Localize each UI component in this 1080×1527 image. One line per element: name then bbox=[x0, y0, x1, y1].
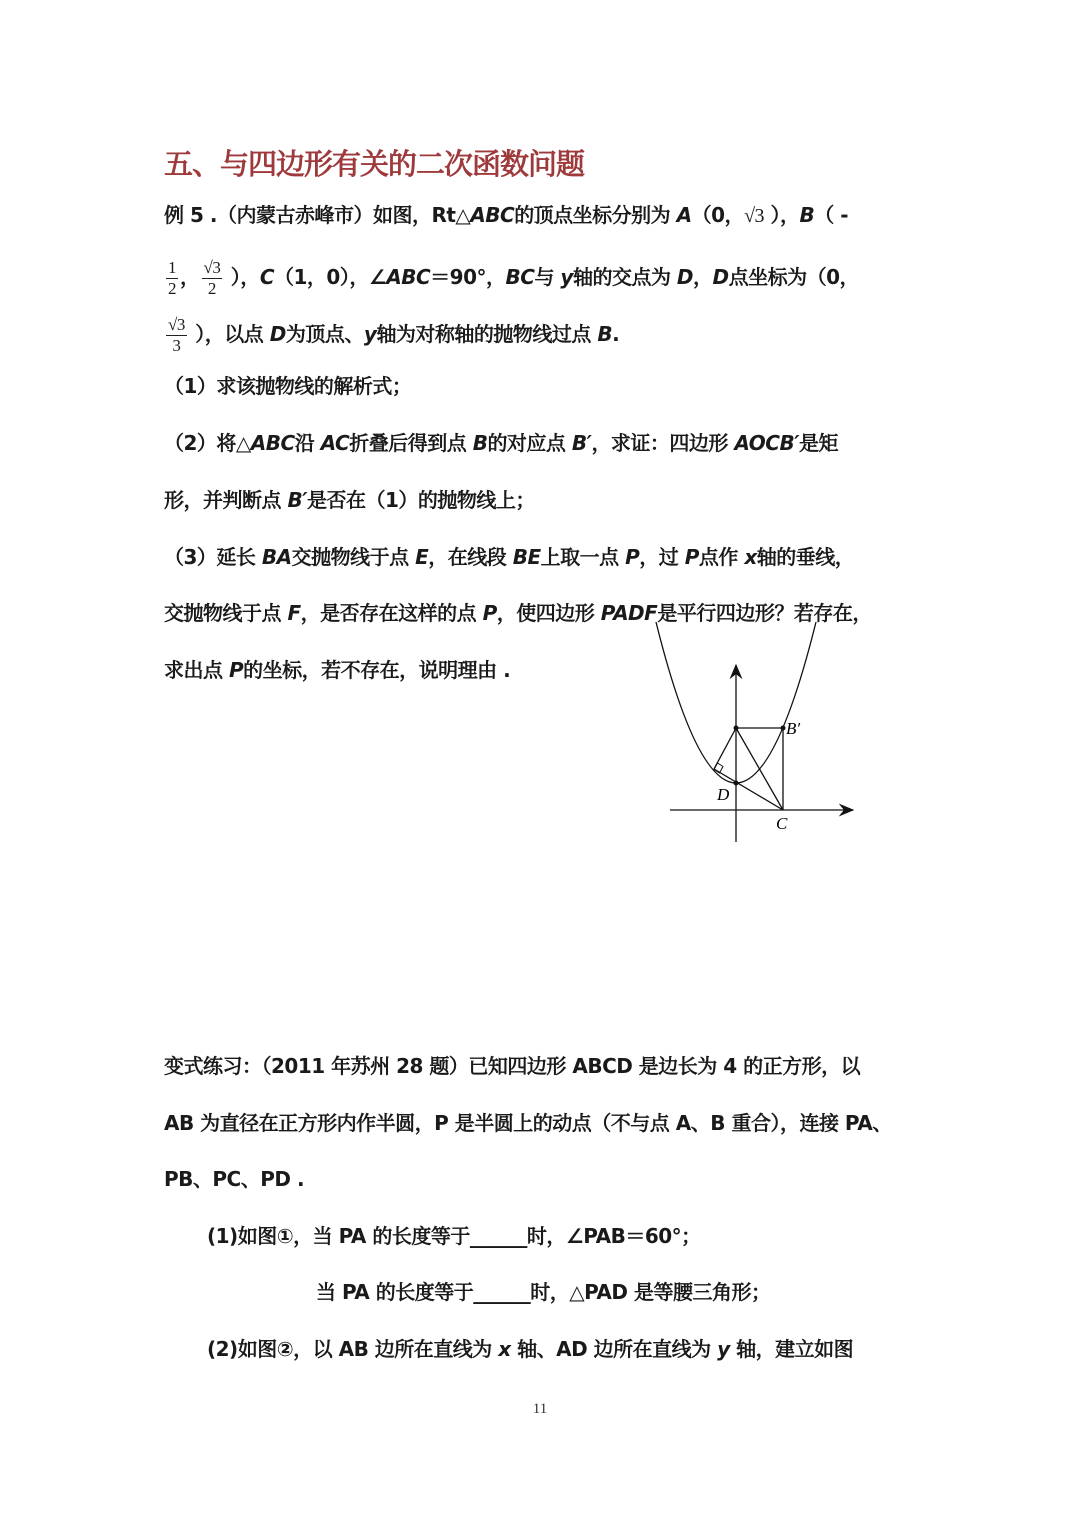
text-segment: A bbox=[676, 203, 692, 227]
text-segment: （0， bbox=[691, 203, 745, 227]
label-d: D bbox=[717, 785, 730, 804]
label-b-prime: B′ bbox=[786, 719, 801, 738]
text-segment: 轴为对称轴的抛物线过点 bbox=[376, 322, 598, 346]
text-segment: 点作 bbox=[698, 545, 745, 569]
denominator: 2 bbox=[168, 279, 176, 298]
text-segment: D bbox=[712, 265, 729, 289]
text-segment: P bbox=[228, 658, 244, 682]
text-segment: B bbox=[472, 431, 488, 455]
text-segment: （3）延长 bbox=[164, 545, 262, 569]
text-segment: AB 为直径在正方形内作半圆，P 是半圆上的动点（不与点 A、B 重合），连接 PA、 bbox=[164, 1111, 892, 1135]
text-segment: 求出点 bbox=[164, 658, 229, 682]
text-segment: E bbox=[415, 545, 429, 569]
text-segment: x bbox=[498, 1337, 511, 1361]
text-segment: 轴的交点为 bbox=[572, 265, 677, 289]
text-segment: D bbox=[676, 265, 694, 289]
numerator: 1 bbox=[168, 258, 176, 277]
text-segment: 为顶点、 bbox=[285, 322, 364, 346]
text-segment: BE bbox=[512, 545, 541, 569]
text-segment: ABC bbox=[386, 265, 431, 289]
text-segment: 交抛物线于点 bbox=[291, 545, 416, 569]
text-segment: ，求证：四边形 bbox=[591, 431, 735, 455]
text-segment: F bbox=[287, 601, 301, 625]
text-segment: ， bbox=[693, 265, 713, 289]
text-segment: y bbox=[560, 265, 573, 289]
text-segment: B′ bbox=[287, 488, 307, 512]
text-segment: AC bbox=[320, 431, 350, 455]
text-segment: （1，0），∠ bbox=[274, 265, 387, 289]
text-segment: PADF bbox=[600, 601, 658, 625]
text-segment: （2）将△ bbox=[164, 431, 251, 455]
text-segment: ，使四边形 bbox=[496, 601, 601, 625]
text-segment: 沿 bbox=[294, 431, 321, 455]
text-segment: 轴的垂线， bbox=[756, 545, 855, 569]
numerator: √3 bbox=[168, 315, 185, 334]
text-segment: ，过 bbox=[639, 545, 685, 569]
text-segment: . bbox=[612, 322, 620, 346]
text-segment: BA bbox=[261, 545, 292, 569]
text-segment: 变式练习：（2011 年苏州 28 题）已知四边形 ABCD 是边长为 4 的正方形，以 bbox=[164, 1054, 861, 1078]
text-segment: x bbox=[744, 545, 757, 569]
text-segment: 的对应点 bbox=[487, 431, 572, 455]
text-segment: ABC bbox=[250, 431, 295, 455]
point-b-prime bbox=[781, 726, 786, 731]
text-segment: PB、PC、PD . bbox=[164, 1167, 305, 1191]
text-segment: ＝90°， bbox=[430, 265, 506, 289]
text-segment: （1）求该抛物线的解析式； bbox=[164, 374, 412, 398]
text-segment: 形，并判断点 bbox=[164, 488, 288, 512]
text-segment: 的顶点坐标分别为 bbox=[514, 203, 677, 227]
text-segment: √3 bbox=[744, 205, 765, 227]
text-segment: 点坐标为（0， bbox=[728, 265, 860, 289]
text-segment: 当 PA 的长度等于______时，△PAD 是等腰三角形； bbox=[316, 1280, 771, 1304]
page-number: 11 bbox=[532, 1401, 548, 1417]
text-segment: ABC bbox=[470, 203, 515, 227]
text-segment: B bbox=[597, 322, 613, 346]
text-segment: P bbox=[684, 545, 699, 569]
denominator: 2 bbox=[207, 279, 216, 298]
text-segment: ），以点 bbox=[188, 322, 270, 346]
text-segment: 例 5 .（内蒙古赤峰市）如图，Rt△ bbox=[164, 203, 471, 227]
segment-ac bbox=[736, 728, 783, 810]
numerator: √3 bbox=[203, 258, 221, 277]
section-title: 五、与四边形有关的二次函数问题 bbox=[164, 147, 585, 181]
text-segment: 折叠后得到点 bbox=[349, 431, 473, 455]
text-segment: 轴、AD 边所在直线为 bbox=[510, 1337, 718, 1361]
text-segment: (1)如图①，当 PA 的长度等于______时，∠PAB＝60°； bbox=[207, 1224, 701, 1248]
text-segment: P bbox=[482, 601, 497, 625]
text-segment: ，在线段 bbox=[428, 545, 513, 569]
point-d bbox=[734, 781, 739, 786]
text-segment: ， bbox=[180, 265, 200, 289]
denominator: 3 bbox=[172, 336, 181, 355]
text-segment: 的坐标，若不存在，说明理由 . bbox=[243, 658, 511, 682]
text-segment: D bbox=[269, 322, 286, 346]
text-segment: ）， bbox=[764, 203, 800, 227]
text-segment: 与 bbox=[534, 265, 561, 289]
text-segment: ，是否存在这样的点 bbox=[300, 601, 483, 625]
text-segment: 轴，建立如图 bbox=[729, 1337, 854, 1361]
text-segment: 是矩 bbox=[798, 431, 838, 455]
text-segment: （ - bbox=[814, 203, 849, 227]
text-segment: y bbox=[717, 1337, 730, 1361]
text-segment: B′ bbox=[571, 431, 592, 455]
text-segment: C bbox=[259, 265, 274, 289]
text-segment: y bbox=[363, 322, 377, 346]
text-segment: (2)如图②，以 AB 边所在直线为 bbox=[207, 1337, 499, 1361]
text-segment: BC bbox=[505, 265, 535, 289]
text-segment: 是否在（1）的抛物线上； bbox=[307, 488, 535, 512]
text-segment: ）， bbox=[224, 265, 260, 289]
text-segment: 是平行四边形？若存在， bbox=[657, 601, 872, 625]
text-segment: P bbox=[625, 545, 640, 569]
text-segment: 交抛物线于点 bbox=[164, 601, 288, 625]
text-segment: 上取一点 bbox=[540, 545, 626, 569]
label-c: C bbox=[776, 814, 788, 833]
point-a bbox=[734, 726, 739, 731]
text-segment: B bbox=[799, 203, 815, 227]
text-segment: AOCB′ bbox=[734, 431, 799, 455]
